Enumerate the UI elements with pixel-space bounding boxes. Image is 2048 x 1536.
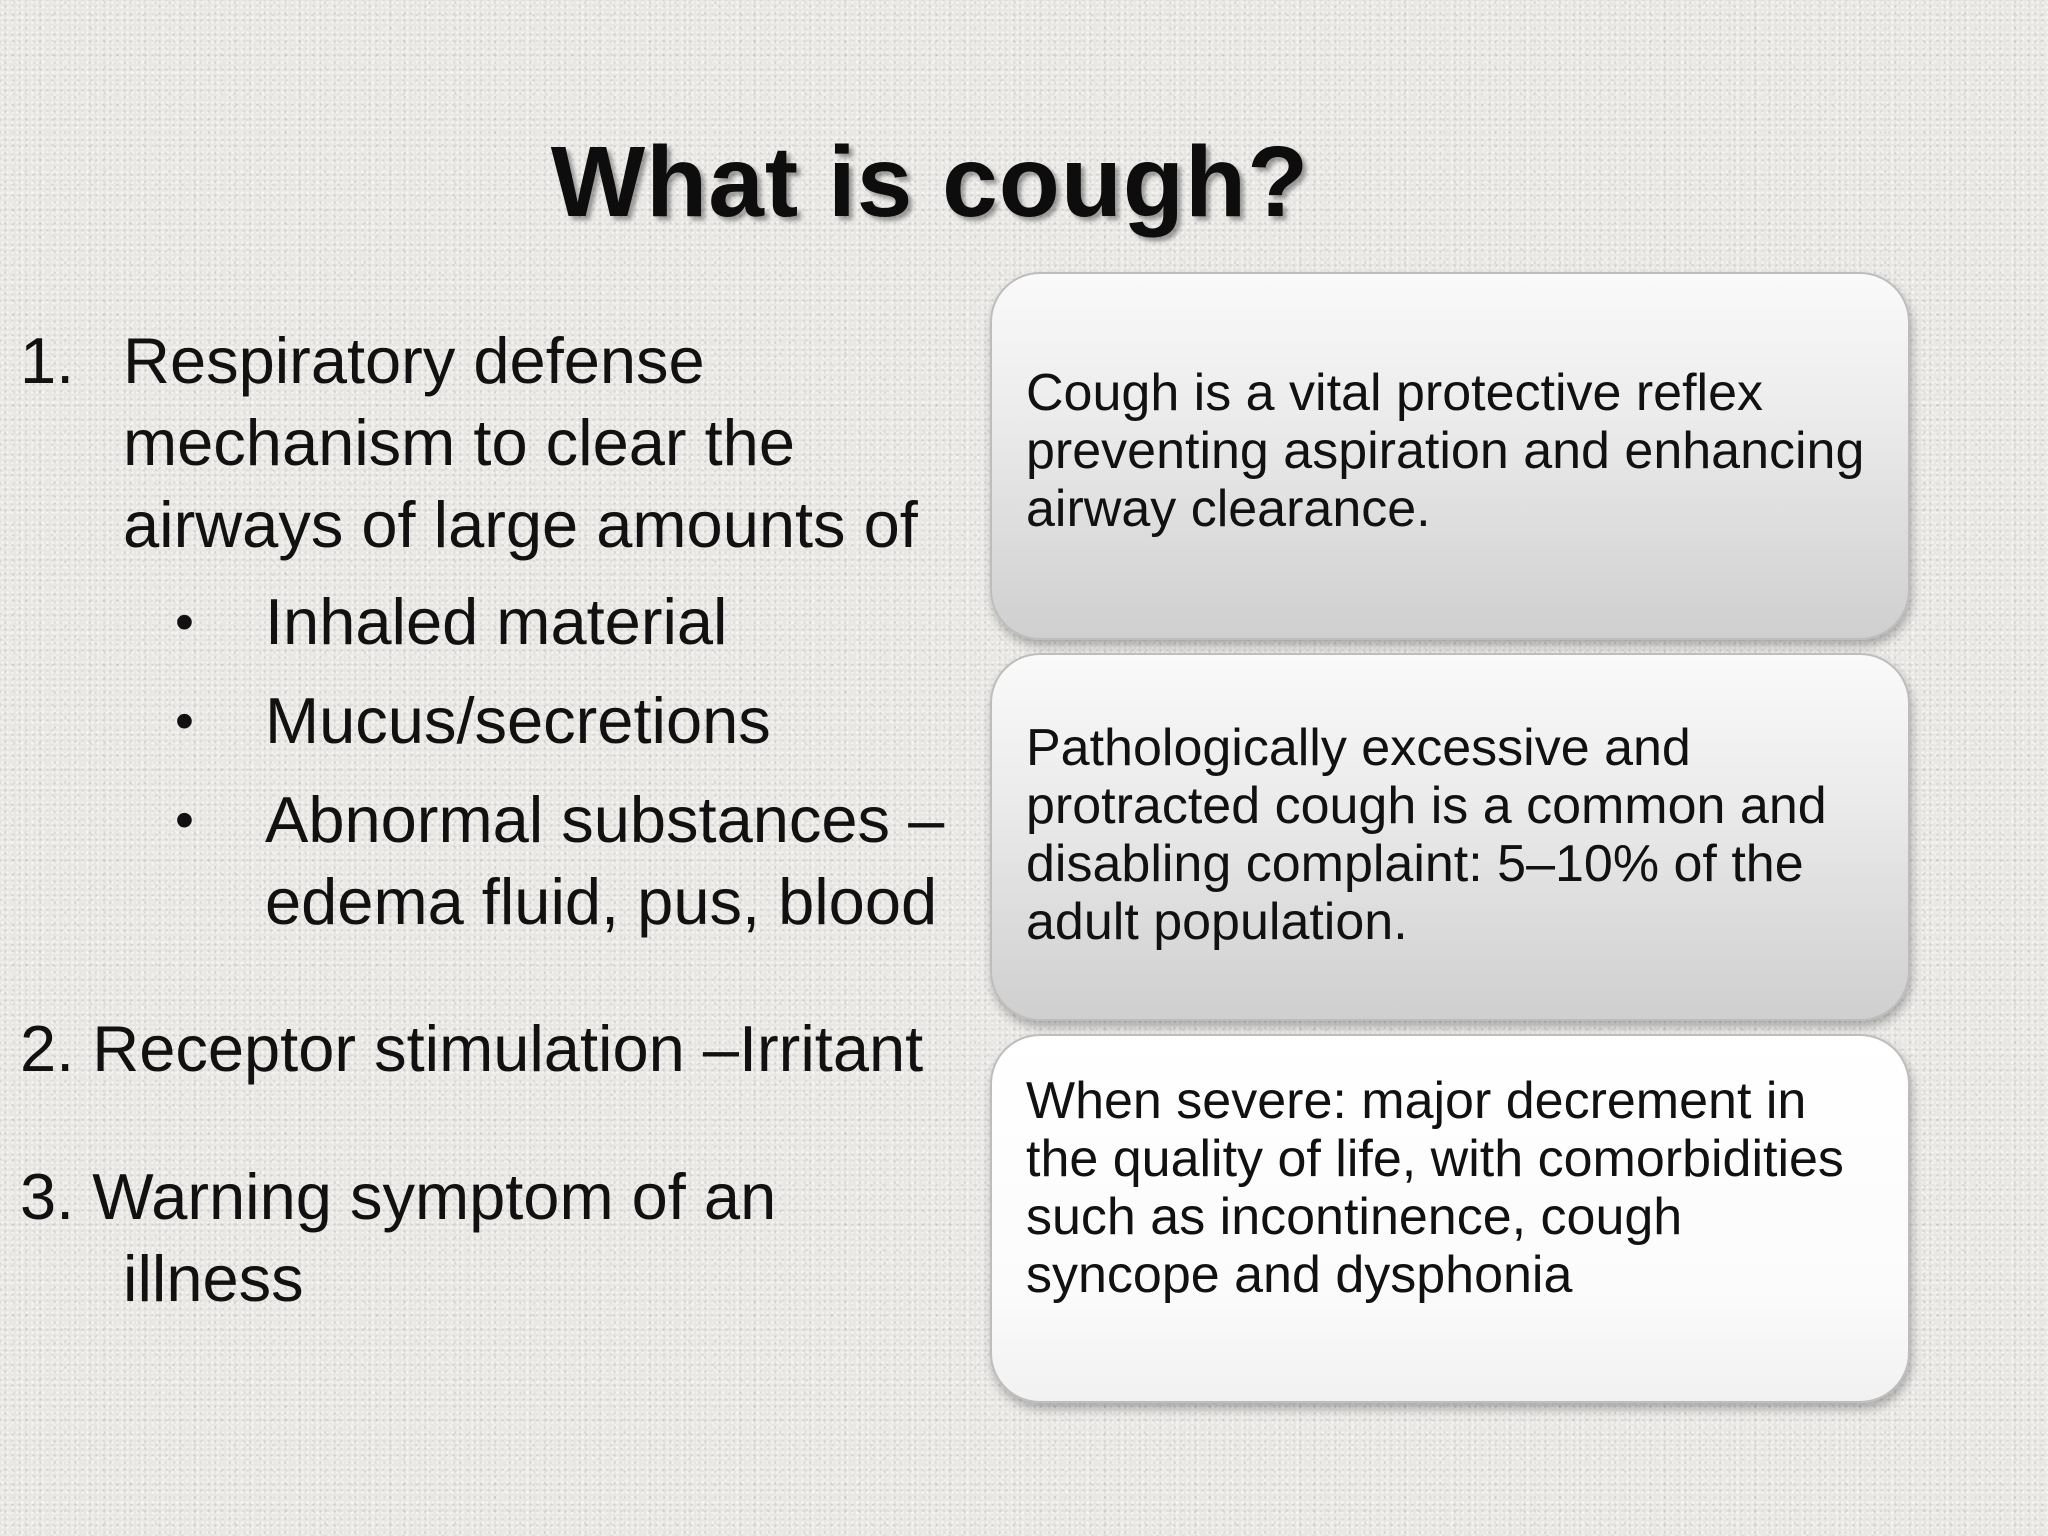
item-3-continuation: illness bbox=[123, 1242, 304, 1315]
info-card-1-text: Cough is a vital protective reflex preventing aspiration and enhancing airway clearance. bbox=[1026, 364, 1865, 538]
bullet-dot-1: • bbox=[175, 592, 194, 652]
slide-title: What is cough? bbox=[550, 126, 1310, 238]
bullet-1-text: Inhaled material bbox=[265, 585, 728, 658]
item-1-line-2: mechanism to clear the bbox=[123, 406, 795, 479]
info-card-1 bbox=[990, 272, 1910, 640]
info-card-3 bbox=[990, 1034, 1910, 1403]
info-card-2-text: Pathologically excessive and protracted cough is a common and disabling complaint: 5–10% of the adult population. bbox=[1026, 719, 1827, 951]
item-1-number: 1. bbox=[20, 324, 75, 397]
bullet-3-continuation: edema fluid, pus, blood bbox=[265, 865, 938, 938]
item-3-text: 3. Warning symptom of an bbox=[20, 1160, 777, 1233]
item-1-line-3: airways of large amounts of bbox=[123, 488, 918, 561]
info-card-2 bbox=[990, 653, 1910, 1021]
item-1-line-1: Respiratory defense bbox=[123, 324, 705, 397]
bullet-3-text: Abnormal substances – bbox=[265, 783, 945, 856]
bullet-dot-3: • bbox=[175, 790, 194, 850]
info-card-3-text: When severe: major decrement in the quality of life, with comorbidities such as incontinence, cough syncope and dysphonia bbox=[1026, 1072, 1844, 1304]
bullet-2-text: Mucus/secretions bbox=[265, 684, 771, 757]
left-content bbox=[0, 0, 1000, 1536]
item-2-text: 2. Receptor stimulation –Irritant bbox=[20, 1012, 924, 1085]
bullet-dot-2: • bbox=[175, 691, 194, 751]
